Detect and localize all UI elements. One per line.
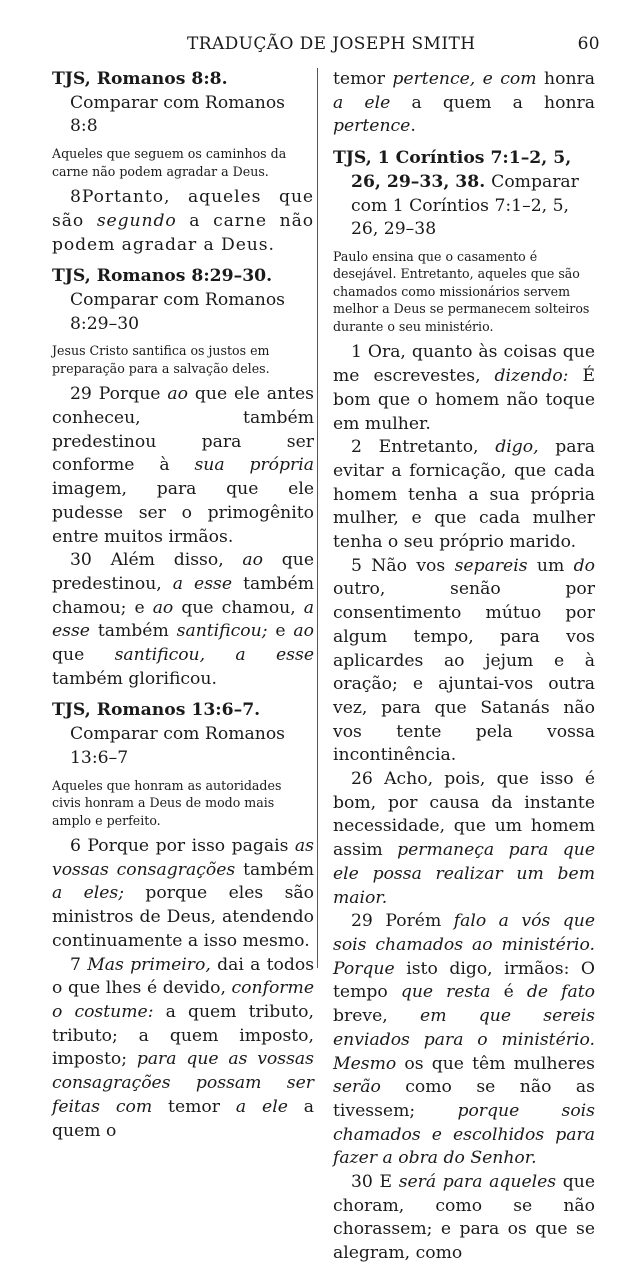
right-column (333, 68, 595, 1266)
verse: 8Portanto, aqueles que são segundo a carne não podem agradar a Deus. (52, 187, 315, 255)
section-heading: TJS, 1 Coríntios 7:1–2, 5, 26, 29–33, 38. Comparar com 1 Coríntios 7:1–2, 5, 26, 29–38 (333, 148, 579, 240)
verse: 29 Porém falo a vós que sois chamados ao ministério. Porque isto digo, irmãos: O tempo que resta é de fato breve, em que sereis enviados para o ministério. Mesmo os que têm mulheres serão como se não as tivessem; porque sois chamados e escolhidos para fazer a obra do Senhor. (333, 911, 596, 1169)
verse: 1 Ora, quanto às coisas que me escrevestes, dizendo: É bom que o homem não toque em mulher. (333, 342, 596, 434)
section-summary: Paulo ensina que o casamento é desejável. Entretanto, aqueles que são chamados como missionários servem melhor a Deus se permanecem solteiros durante o seu ministério. (333, 248, 590, 334)
running-header (52, 34, 600, 58)
section-heading: TJS, Romanos 13:6–7. Comparar com Romanos 13:6–7 (52, 700, 285, 768)
verse-continuation: temor pertence, e com honra a ele a quem a honra pertence. (333, 69, 595, 137)
verse: 29 Porque ao que ele antes conheceu, também predestinou para ser conforme à sua própria imagem, para que ele pudesse ser o primogênito entre muitos irmãos. (52, 384, 314, 547)
verse: 26 Acho, pois, que isso é bom, por causa da instante necessidade, que um homem assim permaneça para que ele possa realizar um bem maior. (333, 769, 595, 908)
section-heading: TJS, Romanos 8:8. Comparar com Romanos 8:8 (52, 69, 285, 137)
page-number: 60 (577, 34, 600, 54)
section-summary: Aqueles que honram as autoridades civis honram a Deus de modo mais amplo e perfeito. (52, 777, 282, 828)
section-heading: TJS, Romanos 8:29–30. Comparar com Romanos 8:29–30 (52, 266, 285, 334)
header-title: TRADUÇÃO DE JOSEPH SMITH (187, 34, 476, 54)
verse: 6 Porque por isso pagais as vossas consagrações também a eles; porque eles são ministros de Deus, atendendo continuamente a isso mesmo. (52, 836, 314, 951)
verse: 2 Entretanto, digo, para evitar a fornicação, que cada homem tenha a sua própria mulher, e que cada mulher tenha o seu próprio marido. (333, 437, 595, 553)
column-divider (317, 68, 318, 968)
section-summary: Jesus Cristo santifica os justos em preparação para a salvação deles. (52, 343, 270, 376)
verse: 5 Não vos separeis um do outro, senão por consentimento mútuo por algum tempo, para vos aplicardes ao jejum e à oração; e ajuntai-vos outra vez, para que Satanás não vos tente pela vossa incontinência. (333, 555, 596, 766)
verse: 30 Além disso, ao que predestinou, a esse também chamou; e ao que chamou, a esse também santificou; e ao que santificou, a esse também glorificou. (52, 550, 315, 689)
verse: 7 Mas primeiro, dai a todos o que lhes é devido, conforme o costume: a quem tributo, tributo; a quem imposto, imposto; para que as vossas consagrações possam ser feitas com temor a ele a quem o (52, 954, 315, 1141)
left-column (52, 68, 314, 1143)
verse: 30 E será para aqueles que choram, como se não chorassem; e para os que se alegram, como (333, 1172, 595, 1264)
section-summary: Aqueles que seguem os caminhos da carne não podem agradar a Deus. (52, 146, 287, 179)
